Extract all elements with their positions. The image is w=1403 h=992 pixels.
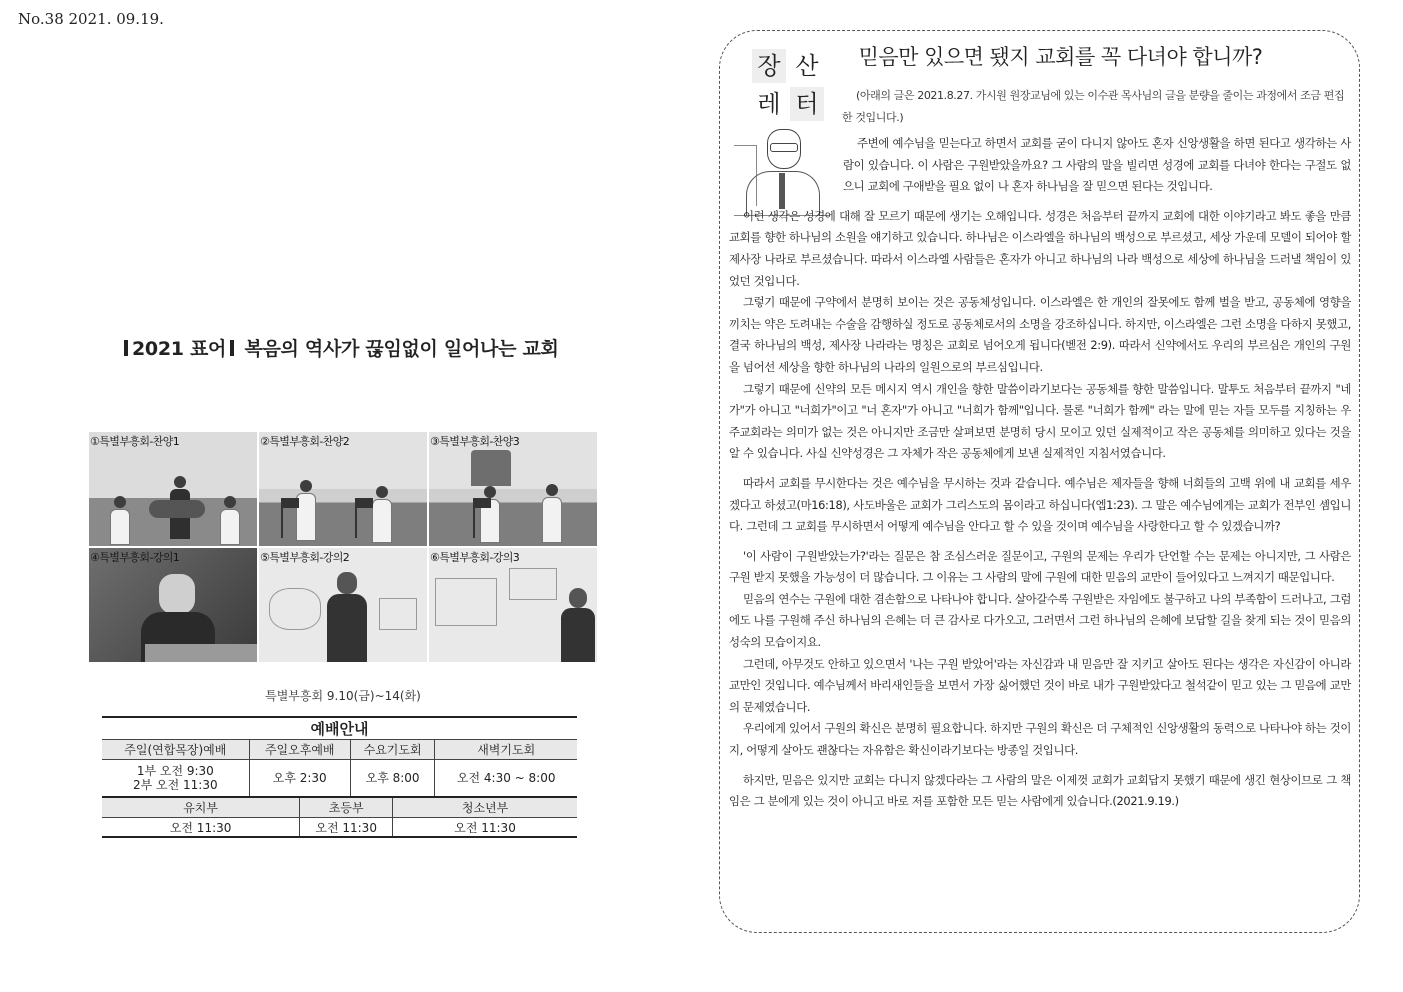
- header-youth: 청소년부: [393, 797, 577, 818]
- letter-paragraph: 하지만, 믿음은 있지만 교회는 다니지 않겠다라는 그 사람의 말은 이제껏 교회가 교회답지 못했기 때문에 생긴 현상이므로 그 책임은 그 분에게 있는 것이 아니고 바로 저를 포함한 모든 믿는 사람에게 있습니다.(2021.9.19.): [729, 772, 1351, 809]
- photo-lecture-3: [428, 547, 598, 663]
- letter-paragraph: 그렇기 때문에 신약의 모든 메시지 역시 개인을 향한 말씀이라기보다는 공동체를 향한 말씀입니다. 말투도 처음부터 끝까지 "네가"가 아니고 "너희가"이고 "너 혼자"가 아니고 "너희가 함께"입니다. 물론 "너희가 함께" 라는 말에 믿는 자들 모두를 지칭하는 우주교회라는 의미가 없는 것은 아니지만 조금만 살펴보면 분명히 당시 모이고 있던 실제적이고 작은 공동체를 의미하고 있다는 것을 알 수 있습니다. 사실 신약성경은 그 자체가 작은 공동체에게 보낸 실제적인 지침서였습니다.: [729, 381, 1351, 461]
- photo-grid: [88, 431, 598, 663]
- header-sunday-afternoon: 주일오후예배: [249, 740, 350, 760]
- time-wednesday-prayer: 오후 8:00: [350, 760, 435, 798]
- photo-caption: ①특별부흥회-찬양1: [90, 435, 180, 448]
- photo-caption: ④특별부흥회-강의1: [90, 551, 180, 564]
- issue-number: No.38 2021. 09.19.: [18, 10, 164, 28]
- tag-char: 레: [757, 90, 781, 118]
- letter-paragraph: 주변에 예수님을 믿는다고 하면서 교회를 굳이 다니지 않아도 혼자 신앙생활을 하면 된다고 생각하는 사람이 있습니다. 이 사람은 구원받았을까요? 그 사람의 말을 빌리면 성경에 교회를 다녀야 한다는 구절도 없으니 교회에 구애받을 필요 없이 나 혼자 하나님을 잘 믿으면 된다는 것입니다.: [843, 136, 1351, 194]
- time-sunday-afternoon: 오후 2:30: [249, 760, 350, 798]
- time-kindergarten: 오전 11:30: [102, 818, 300, 838]
- photo-lecture-2: [258, 547, 428, 663]
- church-motto: [120, 334, 559, 361]
- photo-praise-2: [258, 431, 428, 547]
- motto-bar-right: [230, 340, 234, 356]
- pastor-letter: [719, 30, 1360, 933]
- tag-char: 장: [752, 49, 786, 83]
- photo-praise-3: [428, 431, 598, 547]
- time-youth: 오전 11:30: [393, 818, 577, 838]
- photo-caption: ⑥특별부흥회-강의3: [430, 551, 520, 564]
- time-first-service: 1부 오전 9:30: [136, 764, 214, 778]
- letter-paragraph: 믿음의 연수는 구원에 대한 겸손함으로 나타나야 합니다. 살아갈수록 구원받은 자임에도 불구하고 나의 부족함이 드러나고, 그럼에도 나를 구원해 주신 하나님의 은혜는 더 큰 감사로 다가오고, 그러면서 그런 하나님의 은혜에 보답할 길을 찾게 되는 것이 믿음의 성숙의 모습이지요.: [729, 591, 1351, 650]
- special-meeting-dates: 특별부흥회 9.10(금)~14(화): [265, 689, 421, 703]
- letter-source-note: (아래의 글은 2021.8.27. 가시원 원장교님에 있는 이수관 목사님의 글을 분량을 줄이는 과정에서 조금 편집한 것입니다.): [842, 89, 1345, 124]
- letter-paragraph: 우리에게 있어서 구원의 확신은 분명히 필요합니다. 하지만 구원의 확신은 더 구체적인 신앙생활의 동력으로 나타나야 하는 것이지, 어떻게 살아도 괜찮다는 자유함은 확신이라기보다는 방종일 것입니다.: [729, 721, 1351, 758]
- letter-title: 믿음만 있으면 됐지 교회를 꼭 다녀야 합니까?: [858, 45, 1263, 69]
- worship-schedule-table: [102, 716, 577, 838]
- photo-caption: ③특별부흥회-찬양3: [430, 435, 520, 448]
- motto-text: 복음의 역사가 끊임없이 일어나는 교회: [244, 338, 559, 360]
- time-second-service: 2부 오전 11:30: [133, 778, 218, 792]
- tag-char: 산: [795, 52, 819, 80]
- time-sunday-service: [102, 760, 249, 798]
- header-dawn-prayer: 새벽기도회: [435, 740, 577, 760]
- photo-caption: ⑤특별부흥회-강의2: [260, 551, 350, 564]
- worship-title: 예배안내: [102, 717, 577, 740]
- photo-lecture-1: [88, 547, 258, 663]
- letter-paragraph: 이런 생각은 성경에 대해 잘 모르기 때문에 생기는 오해입니다. 성경은 처음부터 끝까지 교회에 대한 이야기라고 봐도 좋을 만큼 교회를 향한 하나님의 소원을 얘기하고 있습니다. 하나님은 이스라엘을 하나님의 백성으로 부르셨고, 세상 가운데 모델이 되어야 할 제사장 나라로 부르셨습니다. 따라서 이스라엘 사람들은 혼자가 아니고 하나님의 나라 백성으로 세상에 하나님을 드러낼 책임이 있었던 것입니다.: [729, 208, 1351, 288]
- header-elementary: 초등부: [300, 797, 393, 818]
- letter-paragraph: 따라서 교회를 무시한다는 것은 예수님을 무시하는 것과 같습니다. 예수님은 제자들을 향해 너희들의 고백 위에 내 교회를 세우겠다고 하셨고(마16:18), 사도바울은 교회가 그리스도의 몸이라고 하십니다(엡1:23). 그 말은 예수님에게는 교회가 전부인 셈입니다. 그런데 그 교회를 무시하면서 어떻게 예수님을 안다고 할 수 있을 것이며 예수님을 사랑한다고 할 수 있겠습니까?: [729, 475, 1351, 534]
- letter-paragraph: 그런데, 아무것도 안하고 있으면서 '나는 구원 받았어'라는 자신감과 내 믿음만 잘 지키고 살아도 된다는 생각은 자신감이 아니라 교만인 것입니다. 예수님께서 바리새인들을 보면서 가장 싫어했던 것이 바로 내가 구원받았다고 철석같이 믿고 있는 그 믿음에 교만의 문제였습니다.: [729, 656, 1351, 714]
- time-elementary: 오전 11:30: [300, 818, 393, 838]
- time-dawn-prayer: 오전 4:30 ~ 8:00: [435, 760, 577, 798]
- motto-year: 2021 표어: [132, 338, 227, 360]
- header-kindergarten: 유치부: [102, 797, 300, 818]
- header-sunday-service: 주일(연합목장)예배: [102, 740, 249, 760]
- letter-body: [729, 133, 1351, 821]
- motto-bar-left: [124, 340, 128, 356]
- header-wednesday-prayer: 수요기도회: [350, 740, 435, 760]
- letter-paragraph: '이 사람이 구원받았는가?'라는 질문은 참 조심스러운 질문이고, 구원의 문제는 우리가 단언할 수는 문제는 아니지만, 그 사람은 구원 받지 못했을 가능성이 더 많습니다. 그 이유는 그 사람의 말에 구원에 대한 믿음의 교만이 들어있다고 느껴지기 때문입니다.: [729, 548, 1351, 585]
- photo-praise-1: [88, 431, 258, 547]
- letter-paragraph: 그렇기 때문에 구약에서 분명히 보이는 것은 공동체성입니다. 이스라엘은 한 개인의 잘못에도 함께 벌을 받고, 공동체에 영향을 끼치는 약은 도려내는 수술을 감행하실 정도로 공동체로서의 소명을 강조하십니다. 하지만, 이스라엘은 그런 소명을 다하지 못했고, 결국 하나님의 백성, 제사장 나라라는 명칭은 교회로 넘어오게 됩니다(벧전 2:9). 따라서 신약에서도 우리의 부르심은 개인의 구원을 넘어선 세상을 향한 하나님의 나라의 일원으로의 부르심입니다.: [729, 295, 1351, 374]
- photo-caption: ②특별부흥회-찬양2: [260, 435, 350, 448]
- tag-char: 터: [790, 87, 824, 121]
